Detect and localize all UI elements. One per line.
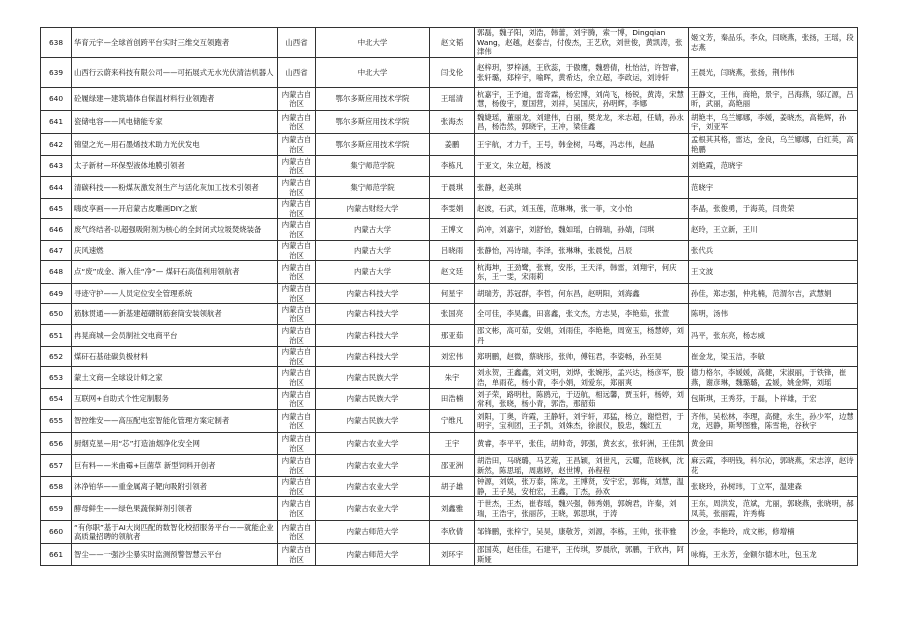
table-row [41,544,858,566]
row-number: 652 [41,347,72,367]
project-name: 山西行云蔚来科技有限公司——可拓展式无水光伏清洁机器人 [72,58,278,88]
table-row [41,111,858,134]
region: 内蒙古自治区 [278,88,316,111]
region: 内蒙古自治区 [278,455,316,477]
university: 内蒙古财经大学 [316,199,430,219]
university: 鄂尔多斯应用技术学院 [316,88,430,111]
row-number: 647 [41,241,72,261]
team-leader: 姜鹏 [430,134,475,156]
tutors: 王静文，王伟，商艳，景宇，吕海燕，邬辽源，吕昕，武丽，高艳丽 [689,88,858,111]
row-number: 651 [41,325,72,347]
row-number: 650 [41,304,72,325]
region: 内蒙古自治区 [278,111,316,134]
team-leader: 王瑶清 [430,88,475,111]
table-row [41,433,858,455]
region: 山西省 [278,58,316,88]
row-number: 643 [41,156,72,177]
table-row [41,389,858,410]
project-name: 酵母鲜生——绿色果蔬保鲜剂引领者 [72,497,278,521]
project-name: 嗨皮享画——开启蒙古皮雕画DIY之旅 [72,199,278,219]
project-name: 智控维安——高压配电室智能化管理方案定制者 [72,410,278,433]
region: 内蒙古自治区 [278,497,316,521]
table-row [41,367,858,389]
team-members: 邹锋鹏，张梓宁，吴昊，康敬芳，刘源，李栋，王帅，张菲雅 [475,521,689,544]
team-leader: 赵文廷 [430,261,475,284]
university: 内蒙古科技大学 [316,347,430,367]
project-name: 筋脉贯通——新基建超硼钢筋套筒安装领航者 [72,304,278,325]
tutors: 咏梅，王永芳，金额尔德木吐，包玉龙 [689,544,858,566]
team-members: 邵国英，赵佳佳，石建平，王传琪，罗晨欣，郭鹏，于欣冉，阿斯娅 [475,544,689,566]
region: 内蒙古自治区 [278,367,316,389]
university: 中北大学 [316,28,430,58]
team-leader: 邵亚洲 [430,455,475,477]
row-number: 649 [41,284,72,304]
award-table [40,27,858,566]
team-members: 黄睿，李平平，张佳，胡帅奇，郭强，黄玄玄，张轩洲，王佳凯 [475,433,689,455]
project-name: 庆风速燃 [72,241,278,261]
team-members: 赵波，石武，刘玉莲，范琳琳，张一菲，文小怡 [475,199,689,219]
team-leader: 刘鑫雅 [430,497,475,521]
region: 内蒙古自治区 [278,134,316,156]
team-leader: 田浩楠 [430,389,475,410]
region: 内蒙古自治区 [278,261,316,284]
table-row [41,261,858,284]
university: 鄂尔多斯应用技术学院 [316,111,430,134]
team-members: 魏婕瑶，董丽龙，刘建伟，白丽，樊龙龙，米志超，任婧，孙永昌，杨浩然，郭晓宇，王冲，梁佳鑫 [475,111,689,134]
table-row [41,284,858,304]
team-members: 胡浩田，马晓璐，马艺菀，王昌颖，刘世凡，云耀，范晓枫，沈新然，陈思瑶，周惠婷，赵世博，孙程程 [475,455,689,477]
team-members: 尚冲，刘嘉宇，刘舒怡，魏如瑶，白锦瑞，孙婧，闫琪 [475,219,689,241]
row-number: 659 [41,497,72,521]
row-number: 642 [41,134,72,156]
row-number: 641 [41,111,72,134]
team-members: 杭嘉宇，王予迪，雷奇霖，杨宏博，刘尚飞，杨锐，黄涛，宋慧慧，杨俊宇，夏国营，刘祥，吴国庆，孙明辉，李娜 [475,88,689,111]
university: 集宁师范学院 [316,177,430,199]
table-row [41,497,858,521]
team-members: 全可佳，李昊鑫，田喜鑫，张文杰，方志昊，李艳茹，张萱 [475,304,689,325]
team-members: 刘阳，丁奥，许霞，王静轩，刘宇轩，邓猛，杨立，谢恺哲，于明宇，宝利团，王子凯，刘姝杰，徐淑仪，股忠，魏红五 [475,410,689,433]
tutors: 崔金龙，梁玉洁，李敏 [689,347,858,367]
tutors: 张代兵 [689,241,858,261]
team-members: 张静，赵美琪 [475,177,689,199]
table-row [41,177,858,199]
table-row [41,304,858,325]
team-leader: 何星宇 [430,284,475,304]
team-leader: 张海杰 [430,111,475,134]
tutors: 刘艳霞，范晓宇 [689,156,858,177]
team-members: 张静怡，冯诗瑞，李泽，张琳琳，张晨悦，吕辰 [475,241,689,261]
table-row [41,241,858,261]
table-row [41,325,858,347]
region: 内蒙古自治区 [278,389,316,410]
row-number: 638 [41,28,72,58]
region: 内蒙古自治区 [278,347,316,367]
table-row [41,156,858,177]
team-leader: 李欣倩 [430,521,475,544]
university: 内蒙古师范大学 [316,544,430,566]
team-leader: 王宇 [430,433,475,455]
row-number: 654 [41,389,72,410]
project-name: 煤矸石基硅碳负极材料 [72,347,278,367]
team-leader: 闫戈伦 [430,58,475,88]
university: 内蒙古科技大学 [316,304,430,325]
project-name: 厨烟克星—用“芯”打造油烟净化安全网 [72,433,278,455]
region: 内蒙古自治区 [278,325,316,347]
project-name: 冉晃商城—会员制社交电商平台 [72,325,278,347]
region: 内蒙古自治区 [278,304,316,325]
team-members: 钟源，刘娱，张万泰，陈龙，王博贤，安宇宏，郭梅，刘慧，温静，王子昊，安柏宏，王鑫，丁杰，孙欢 [475,477,689,497]
project-name: 太子新材—环保型液体地膜引领者 [72,156,278,177]
team-members: 于世杰，王杰，崔春瑶，魏兴强，韩秀娟，郭婉君，许秦，刘瑞，王浩宇，张丽莎，王晓，郭思琪，于涛 [475,497,689,521]
tutors: 陈明，汤伟 [689,304,858,325]
row-number: 661 [41,544,72,566]
tutors: 包斯琪，王秀芬，于磊，卜祥雄，于宏 [689,389,858,410]
project-name: 砼履绿建—建筑墙体自保温材料行业领跑者 [72,88,278,111]
team-members: 郑明鹏，赵微，蔡晓彤，张帅，傅钰君，李姿畅，孙至昊 [475,347,689,367]
tutors: 李晶，张俊勇，于海英，闫贵荣 [689,199,858,219]
region: 山西省 [278,28,316,58]
team-leader: 宁维凡 [430,410,475,433]
team-members: 刘子荣，路明杜，陈鸥元，于迈航，相远馨，贾玉轩，杨婷，刘常利，张晓，杨小青，郭浩，那韶茹 [475,389,689,410]
table-row [41,410,858,433]
university: 鄂尔多斯应用技术学院 [316,134,430,156]
row-number: 639 [41,58,72,88]
university: 内蒙古大学 [316,261,430,284]
tutors: 德力格尔，李媛媛，高健，宋淑丽，于铁锋，崔燕，谢彦琳，魏璐璐，孟媛，姚金辉，刘瑶 [689,367,858,389]
team-leader: 那亚茹 [430,325,475,347]
project-name: 智尘——一强沙尘暴实时监测预警智慧云平台 [72,544,278,566]
tutors: 张晓玲，孙树玮，丁立军，温建森 [689,477,858,497]
row-number: 645 [41,199,72,219]
team-leader: 于晨琪 [430,177,475,199]
region: 内蒙古自治区 [278,544,316,566]
tutors: 姬文芳，秦品乐，李众，闫晓燕，张扬，王瑶，段志燕 [689,28,858,58]
team-leader: 王博文 [430,219,475,241]
region: 内蒙古自治区 [278,156,316,177]
team-leader: 李栋凡 [430,156,475,177]
team-leader: 朱宇 [430,367,475,389]
project-name: 瓷储电容——风电储能专家 [72,111,278,134]
university: 内蒙古农业大学 [316,433,430,455]
row-number: 653 [41,367,72,389]
tutors: 麻云霞，李明钱，科尔沁，郭晓燕，宋志淳，赵诗花 [689,455,858,477]
row-number: 640 [41,88,72,111]
team-members: 刘永贺，王鑫鑫，刘文明，刘烨，张婉彤，孟兴达，杨彦军，股浩，单雨花，杨小青，李小娟，刘爱东，郑丽爽 [475,367,689,389]
team-leader: 张国亮 [430,304,475,325]
region: 内蒙古自治区 [278,410,316,433]
row-number: 644 [41,177,72,199]
project-name: 沐净铂华——重金属离子靶向吸附引领者 [72,477,278,497]
project-name: 华育元宇—全球首创跨平台实时三维交互领跑者 [72,28,278,58]
tutors: 黄金田 [689,433,858,455]
tutors: 王东，周洪发，范斌，尤丽，郭晓燕，张晓明，郝凤英，张丽霞，许秀梅 [689,497,858,521]
team-members: 胡瑞芳，苏冠群，李哲，何东昌，赵明阳，刘海鑫 [475,284,689,304]
tutors: 冯平，张东亮，杨志威 [689,325,858,347]
university: 内蒙古大学 [316,241,430,261]
team-leader: 刘环宇 [430,544,475,566]
project-name: 清碳科技——粉煤灰激发剂生产与活化灰加工技术引领者 [72,177,278,199]
university: 内蒙古民族大学 [316,410,430,433]
university: 内蒙古农业大学 [316,497,430,521]
project-name: 锦望之光—用石墨烯技术助力光伏发电 [72,134,278,156]
region: 内蒙古自治区 [278,219,316,241]
tutors: 范晓宇 [689,177,858,199]
row-number: 655 [41,410,72,433]
region: 内蒙古自治区 [278,477,316,497]
table-row [41,219,858,241]
team-members: 于亚文，朱立超，杨波 [475,156,689,177]
table-row [41,28,858,58]
team-leader: 刘宏伟 [430,347,475,367]
project-name: “有你职”基于AI大岗匹配的数智化校招服务平台——就能企业高质量招聘的领航者 [72,521,278,544]
region: 内蒙古自治区 [278,241,316,261]
project-name: 巨有料——米曲霉+巨菌草 新型饲料开创者 [72,455,278,477]
region: 内蒙古自治区 [278,433,316,455]
project-name: 废气终结者-以超强吸附剂为核心的全封闭式垃圾焚烧装备 [72,219,278,241]
university: 内蒙古农业大学 [316,477,430,497]
table-row [41,521,858,544]
team-members: 郭磊，魏子阳，刘浩，韩蕾，刘宇腾，索一博，Dingqian Wang，赵越，赵泰吉，付俊杰，王艺欣，刘世俊，黄凯涛，张津伟 [475,28,689,58]
region: 内蒙古自治区 [278,177,316,199]
university: 内蒙古师范大学 [316,521,430,544]
team-leader: 李雯娟 [430,199,475,219]
region: 内蒙古自治区 [278,284,316,304]
region: 内蒙古自治区 [278,199,316,219]
project-name: 寻迹守护——人员定位安全管理系统 [72,284,278,304]
university: 集宁师范学院 [316,156,430,177]
project-name: 蒙土文商—全球设计师之家 [72,367,278,389]
table-row [41,455,858,477]
project-name: 互联网+自助式个性定制服务 [72,389,278,410]
row-number: 660 [41,521,72,544]
university: 内蒙古民族大学 [316,367,430,389]
university: 内蒙古科技大学 [316,325,430,347]
tutors: 孟根其其格，雷达，金良，乌兰娜娜，白红英，高艳鹏 [689,134,858,156]
row-number: 648 [41,261,72,284]
table-row [41,199,858,219]
tutors: 王文波 [689,261,858,284]
table-row [41,347,858,367]
university: 内蒙古大学 [316,219,430,241]
row-number: 658 [41,477,72,497]
team-members: 赵梓玥，罗梓涵，王欣蕊，于傲鹰，魏碧倩，杜怡洁，许智睿，张轩璐，郑梓宇，喻晖，黄希达，余立超，李政运，刘诗轩 [475,58,689,88]
row-number: 646 [41,219,72,241]
team-members: 王宇航，才力千，王号，韩金树，马骞，冯志伟，赵晶 [475,134,689,156]
tutors: 齐伟，吴松林，李理，高健，永生，孙少军，边慧龙，迟静，斯琴图雅，陈雪艳，谷秋宇 [689,410,858,433]
team-members: 邵文彬，高可茹，安娟，刘雨佳，李艳艳，周宽玉，杨慧婷，刘丹 [475,325,689,347]
team-leader: 吕晓雨 [430,241,475,261]
tutors: 王晨光，闫晓燕，张扬，荆伟伟 [689,58,858,88]
university: 内蒙古科技大学 [316,284,430,304]
row-number: 656 [41,433,72,455]
university: 内蒙古民族大学 [316,389,430,410]
team-leader: 赵文韬 [430,28,475,58]
tutors: 沙金，李艳玲，成文彬，修增楠 [689,521,858,544]
university: 内蒙古农业大学 [316,455,430,477]
table-row [41,58,858,88]
team-members: 杭海坤，王劲鹭，张寰，安彤，王天洋，韩雷，刘翔宇，何庆东，王一雯，宋雨莉 [475,261,689,284]
table-row [41,134,858,156]
tutors: 赵玲，王立新，王川 [689,219,858,241]
row-number: 657 [41,455,72,477]
team-leader: 胡子雄 [430,477,475,497]
table-row [41,477,858,497]
tutors: 孙佳，郑志强，仲兆楠，范渭尔吉，武慧娟 [689,284,858,304]
table-body [41,28,858,566]
tutors: 胡艳丰，乌兰娜娜，李媛，姜晓杰，高艳辉，孙宇，刘亚军 [689,111,858,134]
table-row [41,88,858,111]
project-name: 点“废”成金、渐入佳“净”— 煤矸石高值利用领航者 [72,261,278,284]
region: 内蒙古自治区 [278,521,316,544]
university: 中北大学 [316,58,430,88]
